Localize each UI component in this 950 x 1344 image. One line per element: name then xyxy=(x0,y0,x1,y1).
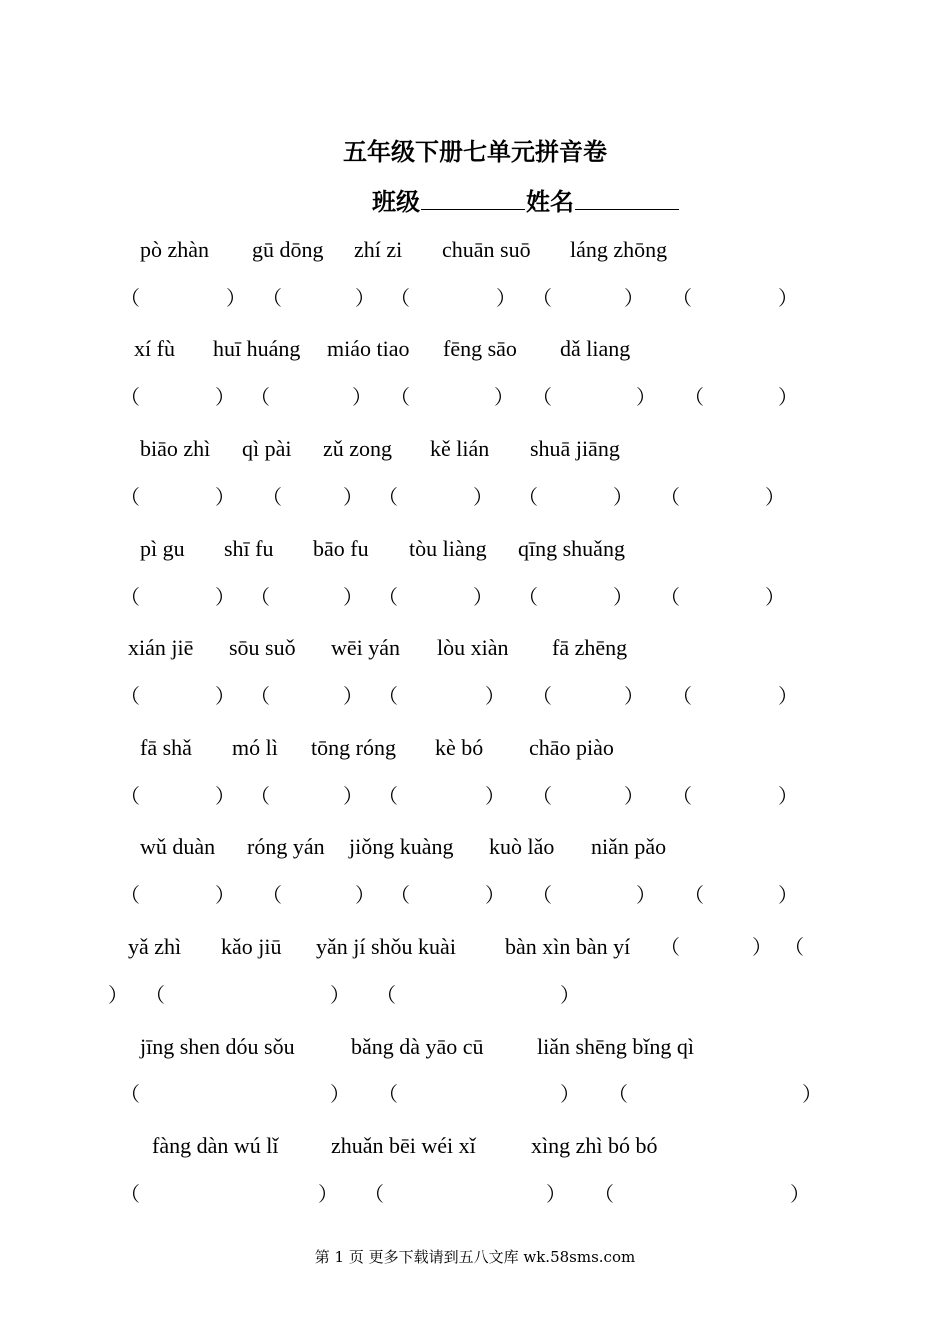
pinyin-word: shī fu xyxy=(224,536,274,561)
pinyin-word: qīng shuǎng xyxy=(518,536,625,561)
answer-open-bracket[interactable]: （ xyxy=(120,286,140,310)
pinyin-word: niǎn pǎo xyxy=(591,834,667,859)
answer-open-bracket[interactable]: （ xyxy=(120,585,140,609)
answer-bracket[interactable]: （ xyxy=(784,935,804,959)
answer-open-bracket[interactable]: （ xyxy=(120,1182,140,1206)
pinyin-word: huī huáng xyxy=(213,336,301,361)
pinyin-word: chāo piào xyxy=(529,735,614,760)
answer-open-bracket[interactable]: （ xyxy=(532,684,552,708)
answer-close-bracket[interactable]: ） xyxy=(318,1182,338,1206)
answer-open-bracket[interactable]: （ xyxy=(532,784,552,808)
answer-close-bracket[interactable]: ） xyxy=(343,485,363,509)
answer-close-bracket[interactable]: ） xyxy=(546,1182,566,1206)
answer-open-bracket[interactable]: （ xyxy=(390,286,410,310)
pinyin-word: chuān suō xyxy=(442,237,531,262)
class-label: 班级 xyxy=(372,187,420,216)
pinyin-word: kuò lǎo xyxy=(489,834,555,859)
answer-bracket[interactable]: ） xyxy=(330,983,350,1007)
answer-open-bracket[interactable]: （ xyxy=(120,684,140,708)
pinyin-word: mó lì xyxy=(232,735,278,760)
answer-close-bracket[interactable]: ） xyxy=(778,684,798,708)
pinyin-word: yǎn jí shǒu kuài xyxy=(316,934,456,959)
answer-open-bracket[interactable]: （ xyxy=(250,784,270,808)
answer-open-bracket[interactable]: （ xyxy=(608,1082,628,1106)
answer-close-bracket[interactable]: ） xyxy=(215,684,235,708)
answer-close-bracket[interactable]: ） xyxy=(215,485,235,509)
pinyin-word: kǎo jiū xyxy=(221,934,282,959)
pinyin-word: pì gu xyxy=(140,536,185,561)
answer-close-bracket[interactable]: ） xyxy=(226,286,246,310)
pinyin-word: láng zhōng xyxy=(570,237,668,262)
pinyin-word: bàn xìn bàn yí xyxy=(505,934,631,959)
pinyin-word: fā zhēng xyxy=(552,635,628,660)
answer-close-bracket[interactable]: ） xyxy=(636,385,656,409)
pinyin-word: jīng shen dóu sǒu xyxy=(140,1034,295,1059)
answer-open-bracket[interactable]: （ xyxy=(262,286,282,310)
answer-close-bracket[interactable]: ） xyxy=(613,585,633,609)
pinyin-word: sōu suǒ xyxy=(229,635,296,660)
answer-close-bracket[interactable]: ） xyxy=(485,883,505,907)
answer-open-bracket[interactable]: （ xyxy=(364,1182,384,1206)
answer-open-bracket[interactable]: （ xyxy=(684,883,704,907)
pinyin-word: liǎn shēng bǐng qì xyxy=(537,1034,695,1059)
pinyin-word: róng yán xyxy=(247,834,325,859)
answer-close-bracket[interactable]: ） xyxy=(496,286,516,310)
pinyin-word: zǔ zong xyxy=(323,436,393,461)
answer-open-bracket[interactable]: （ xyxy=(594,1182,614,1206)
pinyin-word: yǎ zhì xyxy=(128,934,182,959)
pinyin-word: jiǒng kuàng xyxy=(349,834,454,859)
answer-close-bracket[interactable]: ） xyxy=(765,485,785,509)
answer-open-bracket[interactable]: （ xyxy=(378,585,398,609)
answer-close-bracket[interactable]: ） xyxy=(494,385,514,409)
answer-open-bracket[interactable]: （ xyxy=(390,883,410,907)
answer-open-bracket[interactable]: （ xyxy=(672,286,692,310)
answer-open-bracket[interactable]: （ xyxy=(532,883,552,907)
answer-close-bracket[interactable]: ） xyxy=(215,784,235,808)
answer-close-bracket[interactable]: ） xyxy=(355,286,375,310)
answer-close-bracket[interactable]: ） xyxy=(215,385,235,409)
pinyin-word: pò zhàn xyxy=(140,237,210,262)
pinyin-word: tòu liàng xyxy=(409,536,487,561)
answer-open-bracket[interactable]: （ xyxy=(262,485,282,509)
answer-open-bracket[interactable]: （ xyxy=(684,385,704,409)
answer-open-bracket[interactable]: （ xyxy=(660,485,680,509)
answer-close-bracket[interactable]: ） xyxy=(343,784,363,808)
answer-open-bracket[interactable]: （ xyxy=(532,385,552,409)
pinyin-word: bāo fu xyxy=(313,536,369,561)
pinyin-word: miáo tiao xyxy=(327,336,410,361)
pinyin-word: xí fù xyxy=(134,336,175,361)
answer-bracket[interactable]: （ xyxy=(660,935,680,959)
answer-open-bracket[interactable]: （ xyxy=(390,385,410,409)
answer-close-bracket[interactable]: ） xyxy=(778,286,798,310)
answer-open-bracket[interactable]: （ xyxy=(672,784,692,808)
answer-open-bracket[interactable]: （ xyxy=(660,585,680,609)
answer-close-bracket[interactable]: ） xyxy=(765,585,785,609)
pinyin-word: fàng dàn wú lǐ xyxy=(152,1133,279,1158)
page-title: 五年级下册七单元拼音卷 xyxy=(343,137,607,166)
pinyin-word: kè bó xyxy=(435,735,484,760)
answer-open-bracket[interactable]: （ xyxy=(518,485,538,509)
answer-open-bracket[interactable]: （ xyxy=(120,784,140,808)
pinyin-word: biāo zhì xyxy=(140,436,211,461)
answer-close-bracket[interactable]: ） xyxy=(355,883,375,907)
answer-bracket[interactable]: ） xyxy=(560,983,580,1007)
pinyin-word: fēng sāo xyxy=(443,336,517,361)
page-footer: 第 1 页 更多下载请到五八文库 wk.58sms.com xyxy=(314,1248,636,1266)
name-blank[interactable] xyxy=(575,187,679,210)
pinyin-word: lòu xiàn xyxy=(437,635,509,660)
answer-close-bracket[interactable]: ） xyxy=(613,485,633,509)
answer-close-bracket[interactable]: ） xyxy=(343,684,363,708)
pinyin-word: qì pài xyxy=(242,436,292,461)
pinyin-word: wǔ duàn xyxy=(140,834,216,859)
answer-open-bracket[interactable]: （ xyxy=(120,485,140,509)
pinyin-word: xìng zhì bó bó xyxy=(531,1133,658,1158)
answer-close-bracket[interactable]: ） xyxy=(624,286,644,310)
pinyin-word: zhí zi xyxy=(354,237,403,262)
answer-open-bracket[interactable]: （ xyxy=(120,385,140,409)
answer-open-bracket[interactable]: （ xyxy=(532,286,552,310)
answer-bracket[interactable]: ） xyxy=(752,935,772,959)
answer-close-bracket[interactable]: ） xyxy=(778,883,798,907)
answer-close-bracket[interactable]: ） xyxy=(343,585,363,609)
name-label: 姓名 xyxy=(526,187,574,216)
answer-bracket[interactable]: （ xyxy=(376,983,396,1007)
pinyin-word: zhuǎn bēi wéi xǐ xyxy=(331,1133,476,1158)
answer-close-bracket[interactable]: ） xyxy=(560,1082,580,1106)
pinyin-word: bǎng dà yāo cū xyxy=(351,1034,484,1059)
answer-open-bracket[interactable]: （ xyxy=(250,385,270,409)
answer-bracket[interactable]: ） xyxy=(108,983,128,1007)
answer-open-bracket[interactable]: （ xyxy=(120,883,140,907)
answer-close-bracket[interactable]: ） xyxy=(473,585,493,609)
answer-close-bracket[interactable]: ） xyxy=(330,1082,350,1106)
answer-open-bracket[interactable]: （ xyxy=(250,585,270,609)
pinyin-word: tōng róng xyxy=(311,735,396,760)
answer-close-bracket[interactable]: ） xyxy=(473,485,493,509)
answer-close-bracket[interactable]: ） xyxy=(215,585,235,609)
pinyin-word: shuā jiāng xyxy=(530,436,620,461)
answer-open-bracket[interactable]: （ xyxy=(378,1082,398,1106)
answer-bracket[interactable]: （ xyxy=(145,983,165,1007)
answer-close-bracket[interactable]: ） xyxy=(485,784,505,808)
answer-close-bracket[interactable]: ） xyxy=(778,784,798,808)
class-name-line xyxy=(372,182,680,217)
answer-close-bracket[interactable]: ） xyxy=(215,883,235,907)
pinyin-word: xián jiē xyxy=(128,635,194,660)
answer-open-bracket[interactable]: （ xyxy=(672,684,692,708)
class-blank[interactable] xyxy=(421,187,525,210)
answer-open-bracket[interactable]: （ xyxy=(378,784,398,808)
answer-open-bracket[interactable]: （ xyxy=(518,585,538,609)
pinyin-word: wēi yán xyxy=(331,635,401,660)
pinyin-word: gū dōng xyxy=(252,237,324,262)
answer-close-bracket[interactable]: ） xyxy=(636,883,656,907)
pinyin-word: fā shǎ xyxy=(140,735,192,760)
answer-close-bracket[interactable]: ） xyxy=(624,684,644,708)
answer-close-bracket[interactable]: ） xyxy=(485,684,505,708)
pinyin-word: dǎ liang xyxy=(560,336,631,361)
answer-close-bracket[interactable]: ） xyxy=(802,1082,822,1106)
answer-open-bracket[interactable]: （ xyxy=(262,883,282,907)
answer-close-bracket[interactable]: ） xyxy=(624,784,644,808)
pinyin-word: kě lián xyxy=(430,436,490,461)
answer-open-bracket[interactable]: （ xyxy=(120,1082,140,1106)
answer-open-bracket[interactable]: （ xyxy=(378,684,398,708)
answer-close-bracket[interactable]: ） xyxy=(352,385,372,409)
answer-close-bracket[interactable]: ） xyxy=(790,1182,810,1206)
answer-open-bracket[interactable]: （ xyxy=(378,485,398,509)
answer-close-bracket[interactable]: ） xyxy=(778,385,798,409)
answer-open-bracket[interactable]: （ xyxy=(250,684,270,708)
